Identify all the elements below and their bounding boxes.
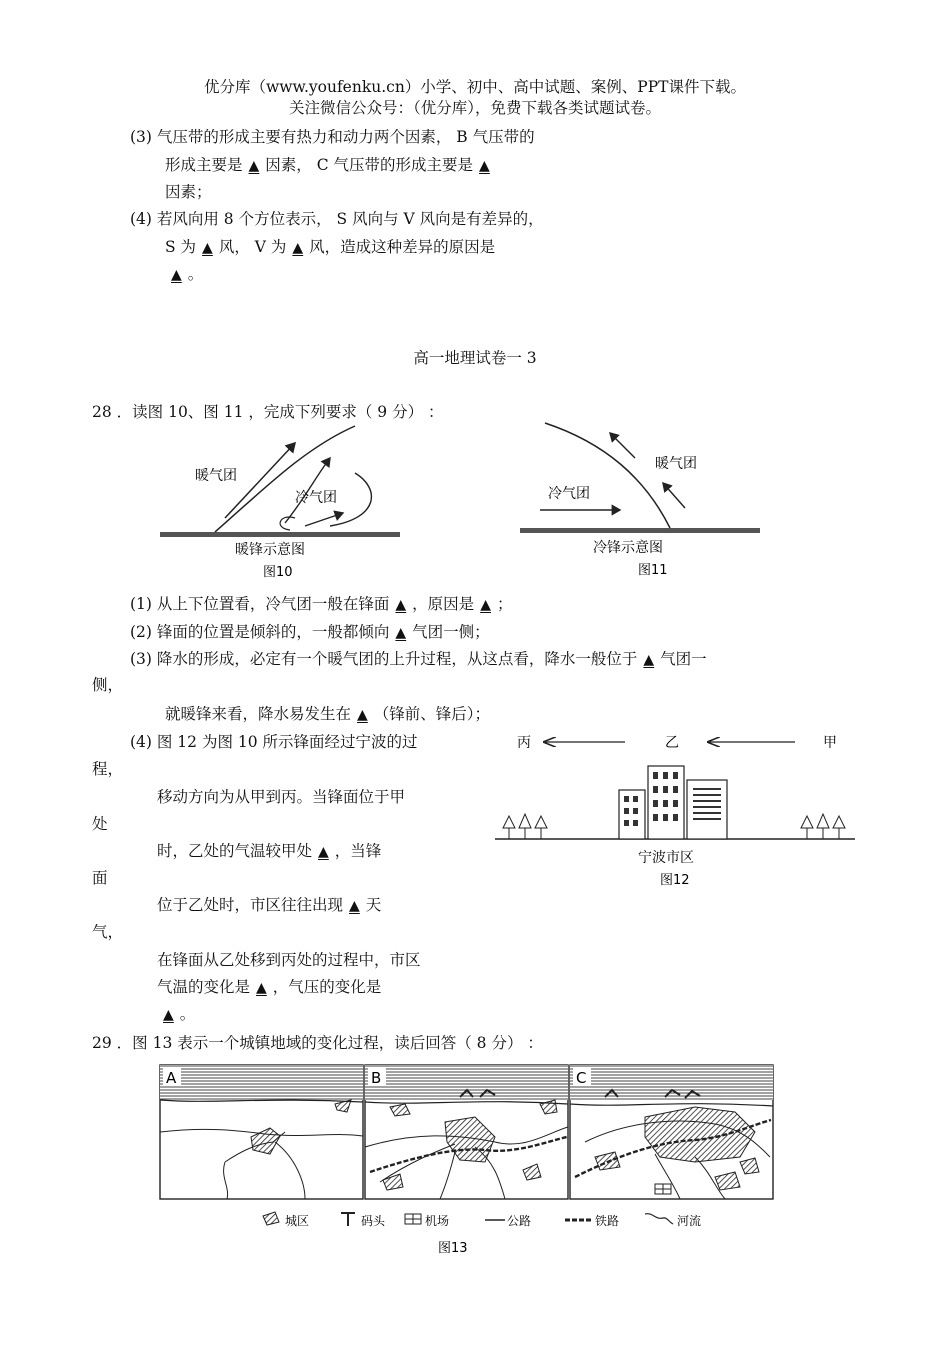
figure-10-warm-front xyxy=(155,418,405,583)
frontal-surface xyxy=(545,423,670,528)
warm-air-rise-arrow xyxy=(663,483,685,508)
figure-number: 图12 xyxy=(660,873,690,888)
q28-part2: (2) 锋面的位置是倾斜的，一般都倾向 ▲ 气团一侧； xyxy=(130,623,490,641)
answer-blank[interactable]: ▲ xyxy=(395,597,407,613)
page-footer: 高一地理试卷一 3 xyxy=(413,349,537,367)
q27-part3-line1: (3) 气压带的形成主要有热力和动力两个因素， B 气压带的 xyxy=(130,128,535,146)
trees-right xyxy=(801,814,845,839)
q28-part4-line2: 移动方向为从甲到丙。当锋面位于甲 xyxy=(157,788,406,806)
answer-blank[interactable]: ▲ xyxy=(256,980,267,996)
q28-part4-line7: ▲ 。 xyxy=(157,1002,195,1024)
answer-blank[interactable]: ▲ xyxy=(349,898,360,914)
q28-part4-line5: 在锋面从乙处移到丙处的过程中，市区 xyxy=(157,951,421,969)
figure-number: 图11 xyxy=(638,563,668,578)
q28-part4-line6: 气温的变化是 ▲ ，气压的变化是 xyxy=(157,978,382,996)
place-jia-label: 甲 xyxy=(823,735,837,751)
answer-blank[interactable]: ▲ xyxy=(480,597,491,613)
q28-part4-wrap1: 程， xyxy=(92,760,124,778)
panel-c xyxy=(570,1065,773,1199)
place-yi-label: 乙 xyxy=(665,735,679,751)
cold-air-label: 冷气团 xyxy=(295,490,337,506)
q27-part3-line3: 因素； xyxy=(165,183,212,201)
figure-11-cold-front xyxy=(515,418,765,583)
q27-part3-line2: 形成主要是 ▲ 因素， C 气压带的形成主要是 ▲ xyxy=(165,153,496,175)
cold-air-label: 冷气团 xyxy=(548,486,590,502)
airport-icon xyxy=(405,1214,421,1224)
warm-air-label: 暖气团 xyxy=(655,456,697,472)
legend-label: 公路 xyxy=(507,1214,532,1228)
figure-title: 暖锋示意图 xyxy=(235,542,305,558)
figure-12-ningbo xyxy=(495,728,865,893)
q28-part4-wrap4: 气， xyxy=(92,923,124,941)
wharf-icon xyxy=(341,1213,355,1226)
warm-air-label: 暖气团 xyxy=(195,468,237,484)
legend-label: 码头 xyxy=(361,1214,386,1228)
q27-part4-line1: (4) 若风向用 8 个方位表示， S 风向与 V 风向是有差异的， xyxy=(130,210,544,228)
answer-blank[interactable]: ▲ xyxy=(395,625,407,641)
q28-part1: (1) 从上下位置看，冷气团一般在锋面 ▲ ，原因是 ▲ ； xyxy=(130,595,513,613)
warm-air-rise-arrow xyxy=(610,433,635,458)
ground-line xyxy=(520,528,760,533)
legend-label: 城区 xyxy=(285,1214,310,1228)
ground-line xyxy=(160,532,400,537)
legend xyxy=(263,1212,701,1228)
answer-blank[interactable]: ▲ xyxy=(292,240,304,256)
q29-stem: 29 ．图 13 表示一个城镇地域的变化过程，读后回答（ 8 分） ： xyxy=(92,1034,543,1052)
answer-blank[interactable]: ▲ xyxy=(479,158,490,174)
answer-blank[interactable]: ▲ xyxy=(171,267,182,283)
q28-part3-wrap: 侧， xyxy=(92,676,124,694)
answer-blank[interactable]: ▲ xyxy=(357,707,368,723)
q28-part3-line1: (3) 降水的形成，必定有一个暖气团的上升过程，从这点看，降水一般位于 ▲ 气团一 xyxy=(130,650,707,668)
place-bing-label: 丙 xyxy=(517,735,531,751)
figure-number: 图10 xyxy=(263,565,293,580)
figure-13-town-evolution xyxy=(155,1062,775,1267)
figure-number: 图13 xyxy=(438,1241,468,1256)
panel-a xyxy=(160,1065,363,1199)
q28-part4-line4: 位于乙处时，市区往往出现 ▲ 天 xyxy=(157,896,382,914)
q27-part4-line3: ▲ 。 xyxy=(165,262,203,284)
panel-b xyxy=(365,1065,568,1199)
legend-label: 机场 xyxy=(425,1214,450,1228)
site-header-line1: 优分库（www.youfenku.cn）小学、初中、高中试题、案例、PPT课件下载。 xyxy=(203,78,747,96)
q28-stem: 28 ．读图 10、图 11 ，完成下列要求（ 9 分） ： xyxy=(92,403,444,421)
answer-blank[interactable]: ▲ xyxy=(163,1007,174,1023)
answer-blank[interactable]: ▲ xyxy=(643,652,655,668)
answer-blank[interactable]: ▲ xyxy=(248,158,260,174)
panel-label: A xyxy=(166,1069,177,1087)
q28-part4-wrap2: 处 xyxy=(92,815,108,833)
answer-blank[interactable]: ▲ xyxy=(318,844,329,860)
river-icon xyxy=(645,1214,673,1224)
panel-label: C xyxy=(576,1069,587,1087)
urban-area-icon xyxy=(263,1212,279,1225)
city-label: 宁波市区 xyxy=(638,850,694,866)
answer-blank[interactable]: ▲ xyxy=(202,240,213,256)
legend-label: 铁路 xyxy=(595,1214,620,1228)
panel-label: B xyxy=(371,1069,382,1087)
q27-part4-line2: S 为 ▲ 风， V 为 ▲ 风，造成这种差异的原因是 xyxy=(165,238,496,256)
figure-title: 冷锋示意图 xyxy=(593,540,663,556)
legend-label: 河流 xyxy=(677,1214,702,1228)
site-header-line2: 关注微信公众号：（优分库），免费下载各类试题试卷。 xyxy=(288,99,661,117)
trees-left xyxy=(503,814,547,839)
q28-part4-line1: (4) 图 12 为图 10 所示锋面经过宁波的过 xyxy=(130,733,418,751)
q28-part3-line2: 就暖锋来看，降水易发生在 ▲ （锋前、锋后）； xyxy=(165,705,491,723)
q28-part4-line3: 时，乙处的气温较甲处 ▲ ，当锋 xyxy=(157,842,382,860)
q28-part4-wrap3: 面 xyxy=(92,869,108,887)
